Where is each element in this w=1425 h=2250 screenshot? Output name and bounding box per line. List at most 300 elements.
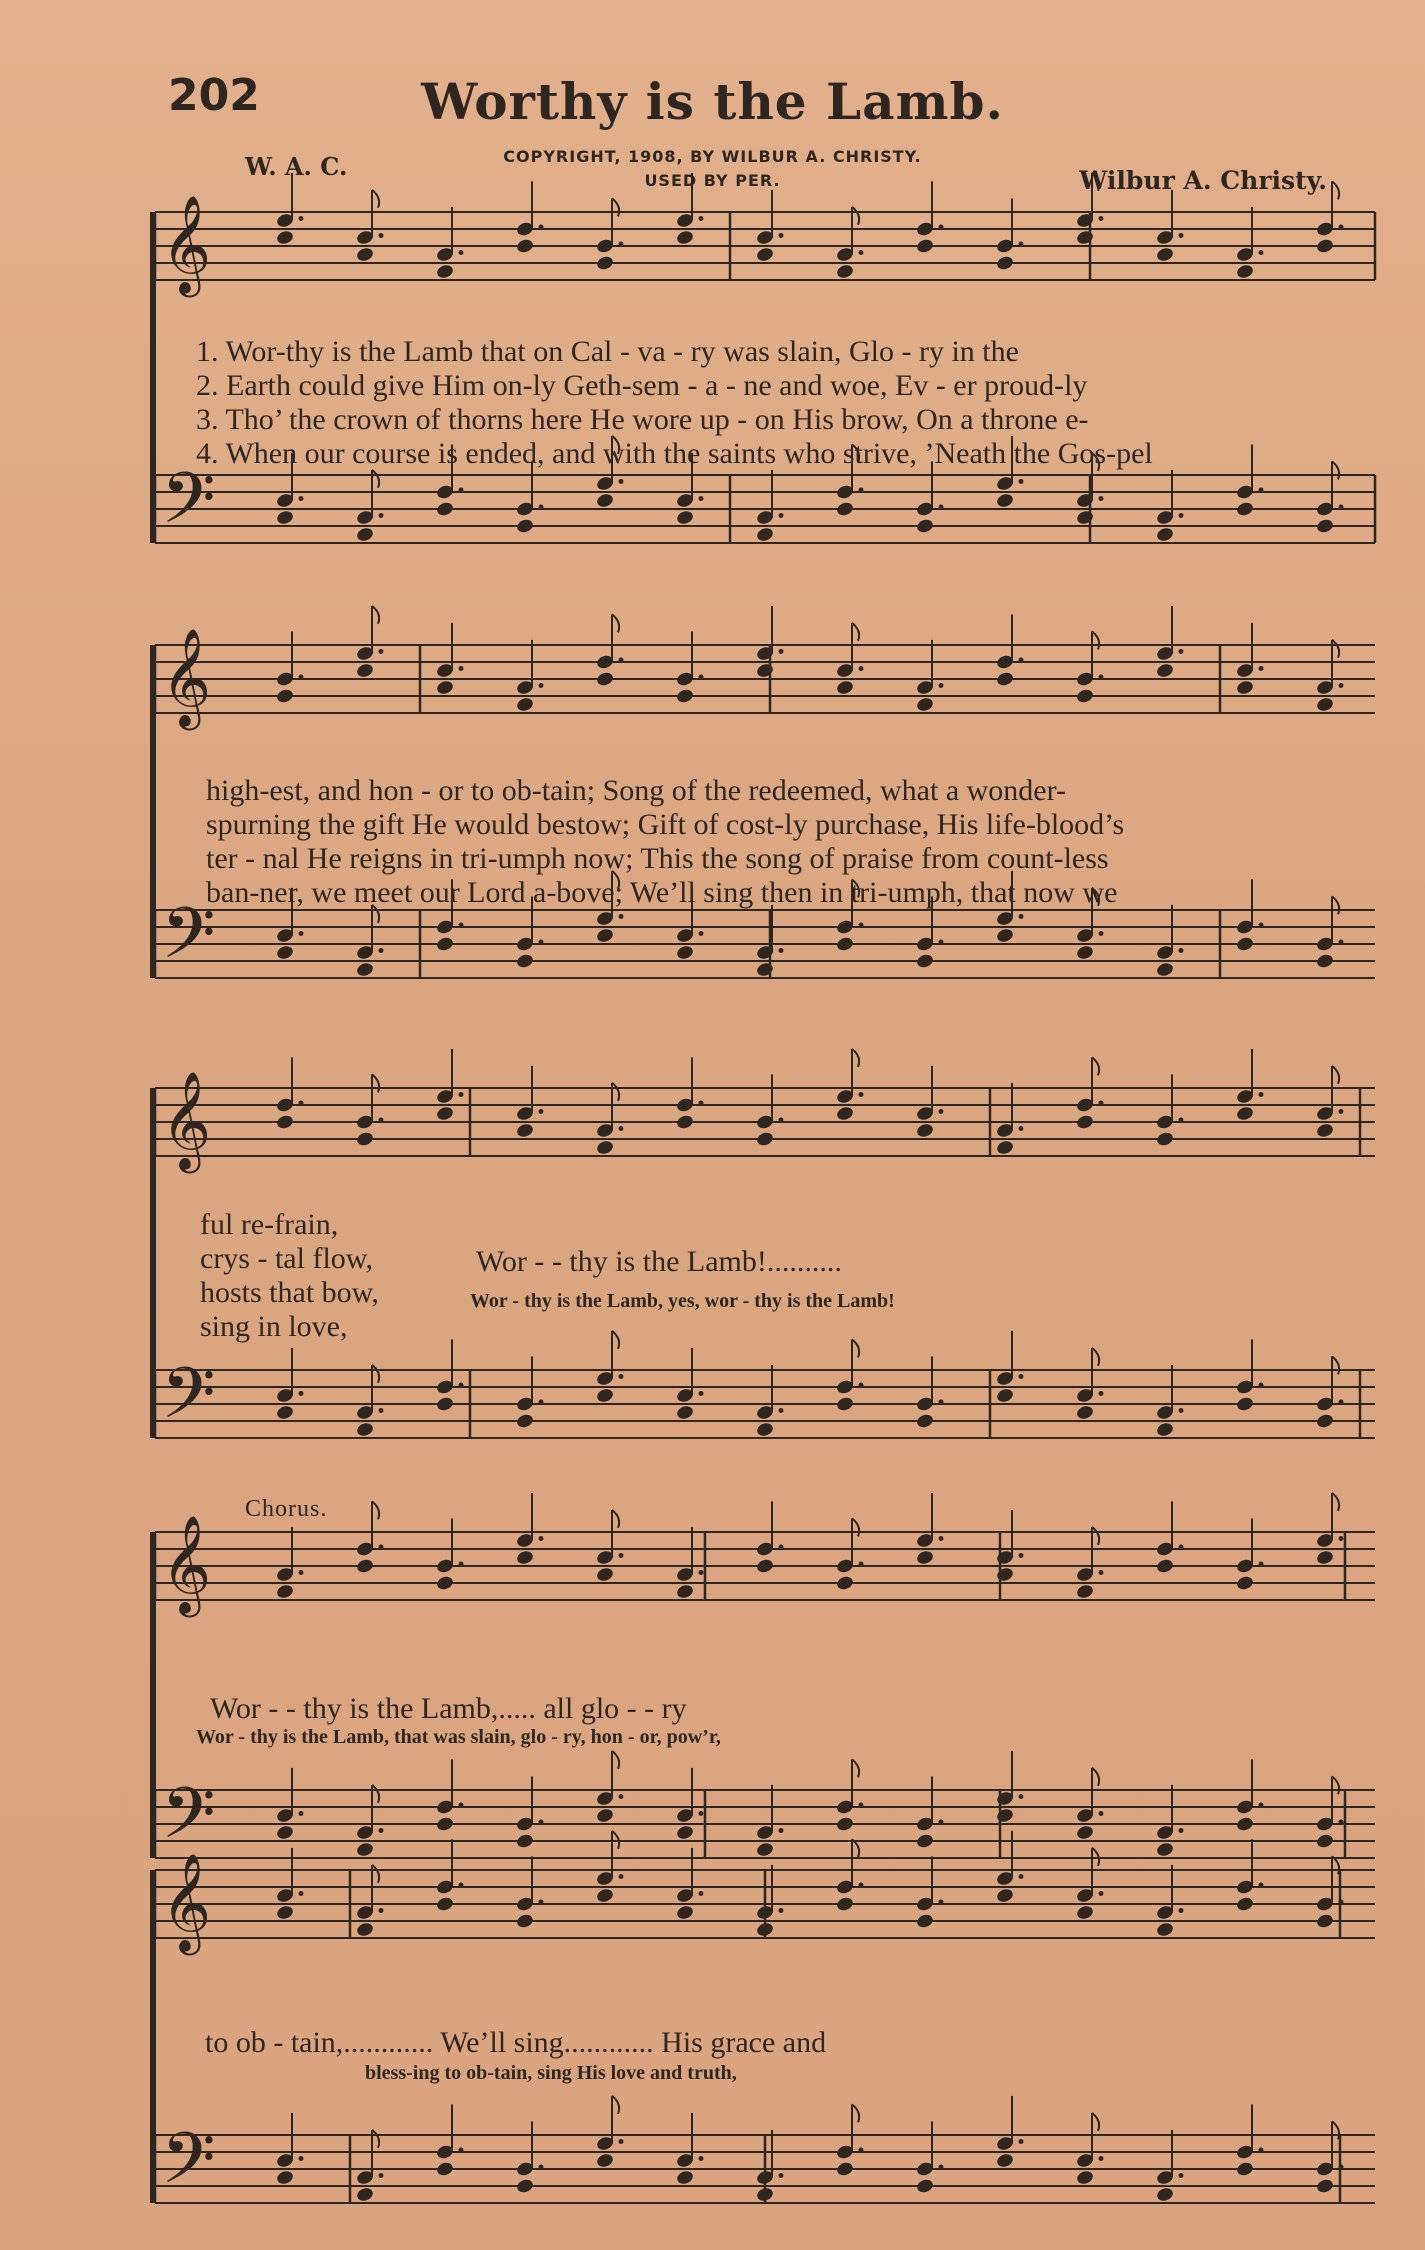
note-head — [1075, 1904, 1094, 1921]
dot — [939, 1536, 944, 1541]
note-head — [435, 1105, 454, 1122]
note-head — [1235, 679, 1254, 696]
note-head — [355, 1421, 374, 1438]
dot — [619, 914, 624, 919]
note-head — [675, 1404, 694, 1421]
note-flag — [852, 623, 859, 641]
note-flag — [1332, 1493, 1339, 1511]
note-head — [915, 1413, 934, 1430]
dot — [1099, 1570, 1104, 1575]
dot — [459, 2148, 464, 2153]
note-head — [1315, 1413, 1334, 1430]
note-head — [755, 1558, 774, 1575]
note-flag — [1092, 1768, 1099, 1786]
dot — [299, 1811, 304, 1816]
dot — [1259, 1803, 1264, 1808]
dot — [459, 1383, 464, 1388]
note-flag — [1332, 461, 1339, 479]
dot — [939, 1109, 944, 1114]
treble-clef: 𝄞 — [161, 195, 212, 295]
note-head — [835, 2161, 854, 2178]
dot — [539, 1109, 544, 1114]
dot — [779, 233, 784, 238]
dot — [779, 1908, 784, 1913]
note-head — [1315, 696, 1334, 713]
note-head — [435, 679, 454, 696]
note-head — [755, 246, 774, 263]
treble-clef: 𝄞 — [161, 1071, 212, 1171]
note-flag — [372, 1785, 379, 1803]
verse-4-line: ban-ner, we meet our Lord a-bove; We’ll sing then in tri-umph, that now we — [206, 876, 1118, 909]
note-flag — [852, 1759, 859, 1777]
bass-clef: 𝄢 — [161, 2118, 216, 2218]
note-head — [515, 518, 534, 535]
note-flag — [852, 1339, 859, 1357]
note-head — [595, 1387, 614, 1404]
note-head — [915, 953, 934, 970]
verse-1-line: 1. Wor-thy is the Lamb that on Cal - va - ry was slain, Glo - ry in the — [196, 335, 1019, 368]
dot — [539, 1536, 544, 1541]
dot — [779, 513, 784, 518]
note-head — [1235, 501, 1254, 518]
dot — [619, 1126, 624, 1131]
final-soprano-text: to ob - tain,............ We’ll sing............ His grace and — [205, 2026, 827, 2059]
dot — [1019, 242, 1024, 247]
dot — [1259, 1092, 1264, 1097]
dot — [779, 1408, 784, 1413]
note-flag — [372, 1501, 379, 1519]
dot — [699, 1570, 704, 1575]
dot — [1179, 1118, 1184, 1123]
note-flag — [1092, 2113, 1099, 2131]
note-flag — [1332, 1356, 1339, 1374]
dot — [779, 2173, 784, 2178]
note-head — [355, 526, 374, 543]
note-flag — [1092, 1057, 1099, 1075]
note-flag — [612, 1751, 619, 1769]
note-head — [1075, 2169, 1094, 2186]
dot — [459, 666, 464, 671]
note-head — [995, 671, 1014, 688]
dot — [1259, 2148, 1264, 2153]
note-head — [355, 961, 374, 978]
dot — [939, 1900, 944, 1905]
note-flag — [1092, 1848, 1099, 1866]
dot — [1259, 250, 1264, 255]
dot — [459, 1092, 464, 1097]
note-head — [995, 255, 1014, 272]
dot — [1099, 675, 1104, 680]
note-head — [515, 696, 534, 713]
dot — [779, 1545, 784, 1550]
dot — [379, 1545, 384, 1550]
note-head — [355, 1921, 374, 1938]
dot — [619, 2139, 624, 2144]
note-head — [995, 1387, 1014, 1404]
note-head — [595, 1566, 614, 1583]
note-head — [1075, 688, 1094, 705]
note-head — [1235, 2161, 1254, 2178]
note-head — [355, 246, 374, 263]
dot — [1099, 216, 1104, 221]
dot — [939, 1820, 944, 1825]
dot — [539, 1820, 544, 1825]
note-flag — [612, 1083, 619, 1101]
dot — [379, 948, 384, 953]
dot — [1179, 1828, 1184, 1833]
verse-4-ending: sing in love, — [200, 1310, 348, 1343]
note-flag — [612, 1510, 619, 1528]
dot — [299, 1391, 304, 1396]
note-head — [275, 509, 294, 526]
note-flag — [1332, 1776, 1339, 1794]
dot — [299, 1570, 304, 1575]
final-bass-text: bless-ing to ob-tain, sing His love and truth, — [365, 2062, 737, 2084]
dot — [1179, 513, 1184, 518]
dot — [699, 2156, 704, 2161]
note-flag — [1092, 631, 1099, 649]
note-head — [1235, 1816, 1254, 1833]
note-head — [515, 238, 534, 255]
dot — [1179, 233, 1184, 238]
note-head — [1235, 263, 1254, 280]
dot — [379, 2173, 384, 2178]
note-head — [1235, 936, 1254, 953]
dot — [1339, 225, 1344, 230]
dot — [539, 2165, 544, 2170]
dot — [1179, 948, 1184, 953]
note-head — [675, 1904, 694, 1921]
copyright-line: COPYRIGHT, 1908, BY WILBUR A. CHRISTY. — [503, 147, 922, 166]
note-flag — [372, 1074, 379, 1092]
dot — [1099, 1391, 1104, 1396]
dot — [939, 683, 944, 688]
note-head — [595, 1887, 614, 1904]
note-head — [1235, 1575, 1254, 1592]
note-head — [915, 696, 934, 713]
dot — [939, 940, 944, 945]
dot — [699, 1391, 704, 1396]
note-flag — [852, 2104, 859, 2122]
note-head — [275, 688, 294, 705]
note-head — [995, 1807, 1014, 1824]
note-head — [1075, 509, 1094, 526]
dot — [1099, 931, 1104, 936]
dot — [299, 216, 304, 221]
dot — [1179, 649, 1184, 654]
dot — [1339, 940, 1344, 945]
note-head — [1315, 1913, 1334, 1930]
verse-lines-system-2 — [206, 774, 1124, 910]
dot — [1019, 1374, 1024, 1379]
note-head — [275, 1904, 294, 1921]
note-flag — [852, 1518, 859, 1536]
dot — [379, 1828, 384, 1833]
lyricist-initials: W. A. C. — [245, 152, 348, 181]
note-head — [755, 1921, 774, 1938]
dot — [299, 2156, 304, 2161]
note-head — [515, 1413, 534, 1430]
note-head — [755, 1131, 774, 1148]
dot — [619, 658, 624, 663]
dot — [779, 948, 784, 953]
note-head — [755, 961, 774, 978]
note-flag — [372, 190, 379, 208]
note-head — [435, 1896, 454, 1913]
dot — [379, 1908, 384, 1913]
verse-2-ending: crys - tal flow, — [200, 1242, 373, 1275]
dot — [1259, 1383, 1264, 1388]
dot — [1099, 2156, 1104, 2161]
note-head — [595, 255, 614, 272]
note-head — [355, 1841, 374, 1858]
note-head — [755, 1421, 774, 1438]
dot — [299, 496, 304, 501]
note-flag — [372, 1865, 379, 1883]
note-head — [435, 1816, 454, 1833]
dot — [1259, 923, 1264, 928]
note-head — [1155, 246, 1174, 263]
dot — [1339, 683, 1344, 688]
note-flag — [372, 470, 379, 488]
note-head — [515, 2178, 534, 2195]
note-head — [755, 1841, 774, 1858]
note-head — [675, 1824, 694, 1841]
dot — [299, 931, 304, 936]
dot — [939, 505, 944, 510]
dot — [1339, 2165, 1344, 2170]
dot — [299, 1891, 304, 1896]
hymn-number: 202 — [168, 70, 260, 121]
dot — [459, 1562, 464, 1567]
note-head — [835, 1896, 854, 1913]
note-head — [515, 1913, 534, 1930]
note-head — [275, 1404, 294, 1421]
note-head — [1315, 2178, 1334, 2195]
dot — [1099, 1101, 1104, 1106]
note-head — [1155, 1841, 1174, 1858]
dot — [859, 923, 864, 928]
dot — [459, 250, 464, 255]
dot — [619, 1874, 624, 1879]
note-head — [355, 1131, 374, 1148]
dot — [1099, 1811, 1104, 1816]
dot — [1339, 1400, 1344, 1405]
dot — [299, 1101, 304, 1106]
dot — [859, 1383, 864, 1388]
note-head — [1155, 526, 1174, 543]
dot — [1179, 1908, 1184, 1913]
dot — [619, 1553, 624, 1558]
dot — [379, 1408, 384, 1413]
note-flag — [1332, 2121, 1339, 2139]
note-head — [1315, 1833, 1334, 1850]
note-head — [755, 662, 774, 679]
note-head — [1075, 1583, 1094, 1600]
note-head — [835, 1396, 854, 1413]
note-flag — [612, 1831, 619, 1849]
dot — [539, 683, 544, 688]
note-head — [835, 263, 854, 280]
dot — [1259, 666, 1264, 671]
dot — [859, 488, 864, 493]
note-flag — [852, 1839, 859, 1857]
note-head — [1315, 953, 1334, 970]
note-head — [275, 2169, 294, 2186]
note-head — [1075, 1114, 1094, 1131]
note-flag — [1092, 1348, 1099, 1366]
dot — [859, 1092, 864, 1097]
note-head — [595, 671, 614, 688]
note-head — [755, 526, 774, 543]
verse-endings — [200, 1208, 379, 1344]
note-head — [595, 1139, 614, 1156]
note-head — [275, 229, 294, 246]
note-head — [1155, 1558, 1174, 1575]
note-head — [915, 1122, 934, 1139]
note-head — [675, 944, 694, 961]
note-flag — [1332, 1066, 1339, 1084]
note-head — [1075, 1824, 1094, 1841]
dot — [299, 675, 304, 680]
dot — [779, 1828, 784, 1833]
dot — [539, 225, 544, 230]
dot — [1179, 1545, 1184, 1550]
note-flag — [612, 614, 619, 632]
verse-1-line: high-est, and hon - or to ob-tain; Song of the redeemed, what a wonder- — [206, 774, 1066, 807]
dot — [1099, 1891, 1104, 1896]
note-head — [1075, 1404, 1094, 1421]
note-head — [275, 944, 294, 961]
note-head — [915, 1549, 934, 1566]
verse-3-ending: hosts that bow, — [200, 1276, 379, 1309]
note-head — [595, 492, 614, 509]
refrain-soprano-text: Wor - - thy is the Lamb!.......... — [476, 1245, 842, 1278]
note-flag — [372, 1365, 379, 1383]
note-head — [1315, 518, 1334, 535]
composer-credit: Wilbur A. Christy. — [1079, 166, 1327, 195]
dot — [459, 923, 464, 928]
chorus-bass-text: Wor - thy is the Lamb, that was slain, glo - ry, hon - or, pow’r, — [196, 1726, 721, 1748]
note-head — [515, 1549, 534, 1566]
note-head — [515, 1122, 534, 1139]
dot — [699, 496, 704, 501]
note-head — [995, 927, 1014, 944]
dot — [699, 1101, 704, 1106]
note-head — [275, 1824, 294, 1841]
dot — [1339, 1900, 1344, 1905]
note-flag — [852, 1049, 859, 1067]
dot — [1019, 479, 1024, 484]
treble-clef: 𝄞 — [161, 1853, 212, 1953]
note-head — [835, 1575, 854, 1592]
note-head — [1075, 229, 1094, 246]
note-head — [1155, 1131, 1174, 1148]
note-flag — [1092, 1527, 1099, 1545]
verse-2-line: 2. Earth could give Him on-ly Geth-sem - a - ne and woe, Ev - er proud-ly — [196, 369, 1088, 402]
note-head — [595, 1807, 614, 1824]
note-head — [1235, 1896, 1254, 1913]
note-flag — [1332, 640, 1339, 658]
bass-clef: 𝄢 — [161, 893, 216, 993]
dot — [699, 1811, 704, 1816]
dot — [939, 1400, 944, 1405]
chorus-label: Chorus. — [245, 1496, 328, 1522]
dot — [1019, 1553, 1024, 1558]
dot — [1019, 914, 1024, 919]
note-head — [995, 2152, 1014, 2169]
dot — [1259, 1883, 1264, 1888]
note-flag — [852, 207, 859, 225]
note-head — [435, 1575, 454, 1592]
dot — [859, 1803, 864, 1808]
dot — [379, 1118, 384, 1123]
note-head — [435, 2161, 454, 2178]
dot — [779, 1118, 784, 1123]
verse-1-ending: ful re-frain, — [200, 1208, 339, 1241]
note-head — [1315, 238, 1334, 255]
note-head — [435, 1396, 454, 1413]
bass-clef: 𝄢 — [161, 1353, 216, 1453]
dot — [1339, 505, 1344, 510]
dot — [539, 1400, 544, 1405]
note-head — [835, 501, 854, 518]
note-flag — [1332, 896, 1339, 914]
bass-clef: 𝄢 — [161, 1773, 216, 1873]
dot — [1259, 488, 1264, 493]
note-head — [355, 1558, 374, 1575]
note-head — [275, 1583, 294, 1600]
dot — [379, 513, 384, 518]
dot — [859, 250, 864, 255]
note-head — [835, 1105, 854, 1122]
note-head — [675, 1114, 694, 1131]
note-head — [1315, 1122, 1334, 1139]
dot — [379, 233, 384, 238]
note-head — [275, 1114, 294, 1131]
dot — [939, 225, 944, 230]
note-head — [355, 662, 374, 679]
note-head — [995, 1566, 1014, 1583]
verse-2-line: spurning the gift He would bestow; Gift of cost-ly purchase, His life-blood’s — [206, 808, 1125, 841]
note-head — [515, 1833, 534, 1850]
note-flag — [612, 1331, 619, 1349]
note-flag — [1332, 181, 1339, 199]
dot — [859, 1562, 864, 1567]
note-head — [355, 2186, 374, 2203]
verse-lines-system-1 — [196, 335, 1153, 471]
verse-3-line: ter - nal He reigns in tri-umph now; This the song of praise from count-less — [206, 842, 1109, 875]
note-head — [1235, 1105, 1254, 1122]
dot — [1179, 2173, 1184, 2178]
dot — [939, 2165, 944, 2170]
treble-clef: 𝄞 — [161, 1515, 212, 1615]
note-head — [835, 1816, 854, 1833]
note-head — [915, 2178, 934, 2195]
dot — [859, 2148, 864, 2153]
dot — [699, 675, 704, 680]
dot — [779, 649, 784, 654]
dot — [1259, 1562, 1264, 1567]
dot — [619, 1374, 624, 1379]
note-head — [995, 492, 1014, 509]
note-head — [675, 2169, 694, 2186]
note-head — [1155, 961, 1174, 978]
dot — [859, 666, 864, 671]
note-head — [435, 501, 454, 518]
note-head — [675, 509, 694, 526]
dot — [1019, 1794, 1024, 1799]
